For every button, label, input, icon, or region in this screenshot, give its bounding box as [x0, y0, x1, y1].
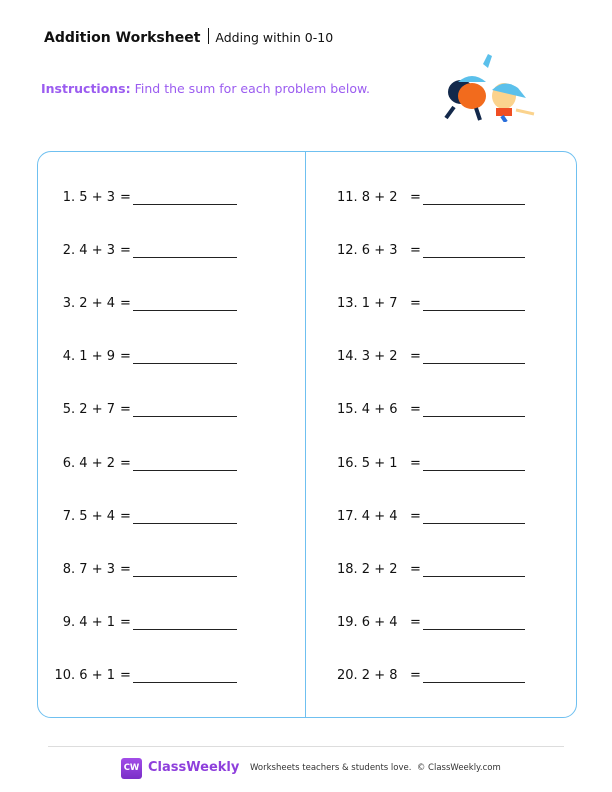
problem-label: 6. 4 + 2	[62, 455, 115, 471]
equals-sign: =	[120, 296, 131, 312]
brand-name: ClassWeekly	[148, 760, 240, 775]
equals-sign: =	[410, 561, 421, 577]
equals-sign: =	[410, 243, 421, 259]
equals-sign: =	[120, 402, 131, 418]
equals-sign: =	[120, 349, 131, 365]
copyright: © ClassWeekly.com	[416, 763, 501, 773]
answer-line[interactable]	[423, 257, 525, 258]
problem-row	[0, 402, 612, 422]
equals-sign: =	[410, 455, 421, 471]
answer-line[interactable]	[423, 416, 525, 417]
worksheet-title	[44, 28, 333, 46]
tagline: Worksheets teachers & students love.	[250, 763, 412, 773]
problem-label: 14. 3 + 2	[337, 349, 398, 365]
subtitle: Adding within 0-10	[215, 30, 334, 45]
equals-sign: =	[120, 508, 131, 524]
classweekly-logo: CW	[121, 758, 142, 779]
problem-label: 3. 2 + 4	[62, 296, 115, 312]
answer-line[interactable]	[423, 470, 525, 471]
problem-row	[0, 243, 612, 263]
problem-row	[0, 349, 612, 369]
footer-tagline	[250, 763, 501, 773]
problem-label: 8. 7 + 3	[62, 561, 115, 577]
problem-label: 20. 2 + 8	[337, 667, 398, 683]
problem-row	[0, 615, 612, 635]
answer-line[interactable]	[423, 682, 525, 683]
problem-row	[0, 456, 612, 476]
problem-label: 2. 4 + 3	[62, 243, 115, 259]
answer-line[interactable]	[423, 576, 525, 577]
title-separator	[208, 28, 209, 44]
instructions-text: Find the sum for each problem below.	[134, 81, 371, 96]
problem-row	[0, 668, 612, 688]
problem-row	[0, 509, 612, 529]
footer-divider	[48, 746, 564, 747]
problem-label: 10. 6 + 1	[54, 667, 115, 683]
answer-line[interactable]	[423, 310, 525, 311]
problem-row	[0, 190, 612, 210]
equals-sign: =	[410, 190, 421, 205]
answer-line[interactable]	[423, 363, 525, 364]
answer-line[interactable]	[423, 204, 525, 205]
problem-label: 9. 4 + 1	[62, 614, 115, 630]
equals-sign: =	[120, 190, 131, 205]
equals-sign: =	[120, 455, 131, 471]
equals-sign: =	[120, 614, 131, 630]
problem-label: 7. 5 + 4	[62, 508, 115, 524]
equals-sign: =	[120, 667, 131, 683]
problem-label: 16. 5 + 1	[337, 455, 398, 471]
equals-sign: =	[410, 296, 421, 312]
problem-label: 15. 4 + 6	[337, 402, 398, 418]
problem-label: 19. 6 + 4	[337, 614, 398, 630]
kids-illustration	[436, 52, 540, 122]
problem-label: 4. 1 + 9	[62, 349, 115, 365]
problem-label: 12. 6 + 3	[337, 243, 398, 259]
equals-sign: =	[410, 402, 421, 418]
answer-line[interactable]	[423, 523, 525, 524]
equals-sign: =	[120, 243, 131, 259]
equals-sign: =	[120, 561, 131, 577]
equals-sign: =	[410, 508, 421, 524]
problem-label: 11. 8 + 2	[337, 190, 398, 205]
problem-row	[0, 296, 612, 316]
answer-line[interactable]	[423, 629, 525, 630]
problem-label: 17. 4 + 4	[337, 508, 398, 524]
equals-sign: =	[410, 667, 421, 683]
problem-label: 1. 5 + 3	[62, 190, 115, 205]
equals-sign: =	[410, 349, 421, 365]
problem-row	[0, 562, 612, 582]
instructions	[41, 81, 370, 96]
problem-label: 18. 2 + 2	[337, 561, 398, 577]
problem-label: 13. 1 + 7	[337, 296, 398, 312]
instructions-label: Instructions:	[41, 81, 131, 96]
title-text: Addition Worksheet	[44, 30, 201, 46]
problem-label: 5. 2 + 7	[62, 402, 115, 418]
equals-sign: =	[410, 614, 421, 630]
